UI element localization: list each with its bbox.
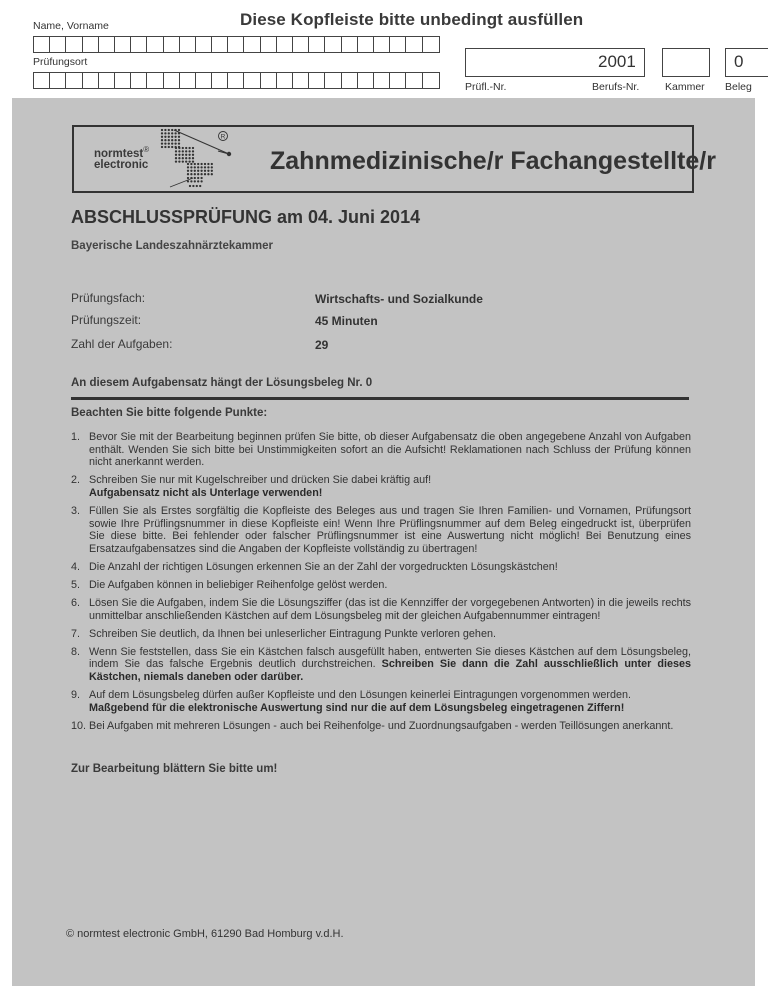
- name-cell[interactable]: [50, 37, 66, 52]
- logo-dot: [161, 146, 163, 148]
- place-cell[interactable]: [164, 73, 180, 88]
- name-cell[interactable]: [390, 37, 406, 52]
- info-value-duration: 45 Minuten: [315, 314, 378, 328]
- name-cell[interactable]: [244, 37, 260, 52]
- logo-dot: [164, 139, 166, 141]
- place-cell[interactable]: [115, 73, 131, 88]
- logo-dot: [168, 139, 170, 141]
- logo-dot: [197, 170, 199, 172]
- logo-dot: [187, 163, 189, 165]
- place-label: Prüfungsort: [33, 56, 88, 68]
- instruction-body: Die Aufgaben können in beliebiger Reihenfolge gelöst werden.: [89, 578, 388, 591]
- name-cell[interactable]: [406, 37, 422, 52]
- name-cell[interactable]: [99, 37, 115, 52]
- logo-dot: [185, 157, 187, 159]
- logo-dot: [175, 160, 177, 162]
- instruction-emphasis: Maßgebend für die elektronische Auswertung sind nur die auf dem Lösungsbeleg eingetragenen Ziffern!: [89, 701, 625, 714]
- logo-dot: [192, 147, 194, 149]
- place-cell[interactable]: [83, 73, 99, 88]
- instruction-number: 9.: [71, 689, 81, 702]
- logo-dot: [211, 166, 213, 168]
- logo-dot: [185, 147, 187, 149]
- name-cell[interactable]: [358, 37, 374, 52]
- place-cell[interactable]: [261, 73, 277, 88]
- logo-dot: [194, 177, 196, 179]
- logo-dot: [174, 132, 176, 134]
- logo-dot: [190, 173, 192, 175]
- place-cell[interactable]: [99, 73, 115, 88]
- chamber-name: Bayerische Landeszahnärztekammer: [71, 240, 273, 252]
- place-cell[interactable]: [309, 73, 325, 88]
- logo-dot: [188, 147, 190, 149]
- instruction-item: [71, 505, 691, 555]
- logo-dot: [194, 170, 196, 172]
- place-cell[interactable]: [325, 73, 341, 88]
- logo-dot: [189, 185, 191, 187]
- place-input-cells[interactable]: [33, 72, 440, 89]
- logo-dot: [197, 173, 199, 175]
- instruction-body: Schreiben Sie deutlich, da Ihnen bei unleserlicher Eintragung Punkte verloren gehen.: [89, 627, 496, 640]
- logo-dot: [164, 136, 166, 138]
- logo-dot: [182, 154, 184, 156]
- name-cell[interactable]: [293, 37, 309, 52]
- name-cell[interactable]: [131, 37, 147, 52]
- instruction-body: Schreiben Sie nur mit Kugelschreiber und drücken Sie dabei kräftig auf!: [89, 474, 432, 487]
- logo-dot: [207, 163, 209, 165]
- logo-dot: [192, 154, 194, 156]
- exam-number-label: Prüfl.-Nr.: [465, 81, 507, 93]
- instruction-text: [89, 474, 691, 499]
- place-cell[interactable]: [342, 73, 358, 88]
- instruction-number: 3.: [71, 504, 81, 517]
- logo-dot: [190, 163, 192, 165]
- logo-dot: [168, 142, 170, 144]
- instruction-text: [89, 689, 691, 714]
- instruction-number: 8.: [71, 645, 81, 658]
- logo-dot: [175, 150, 177, 152]
- name-label: Name, Vorname: [33, 20, 109, 32]
- logo-text-line2: electronic: [94, 159, 149, 171]
- logo-dot: [161, 136, 163, 138]
- logo-dot: [178, 160, 180, 162]
- instruction-body: Die Anzahl der richtigen Lösungen erkennen Sie an der Zahl der vorgedruckten Lösungskästchen!: [89, 560, 558, 573]
- logo-dot: [188, 160, 190, 162]
- logo-dot: [178, 154, 180, 156]
- logo-dot: [164, 129, 166, 131]
- logo-dot: [200, 173, 202, 175]
- logo-dot: [211, 163, 213, 165]
- instruction-number: 1.: [71, 431, 81, 443]
- name-cell[interactable]: [228, 37, 244, 52]
- logo-dot: [182, 157, 184, 159]
- info-label-subject: Prüfungsfach:: [71, 291, 146, 305]
- logo-text-line1: normtest®: [94, 145, 150, 160]
- logo-dot: [187, 177, 189, 179]
- normtest-logo-icon: [160, 128, 235, 190]
- logo-dot: [164, 142, 166, 144]
- instruction-item: [71, 431, 691, 469]
- turn-page-note: Zur Bearbeitung blättern Sie bitte um!: [71, 763, 278, 775]
- logo-dot: [207, 173, 209, 175]
- logo-dot: [185, 160, 187, 162]
- logo-dot: [192, 157, 194, 159]
- instruction-number: 10.: [71, 719, 87, 732]
- logo-dot: [188, 157, 190, 159]
- logo-dot: [197, 180, 199, 182]
- instruction-item: [71, 689, 691, 714]
- place-cell[interactable]: [374, 73, 390, 88]
- divider: [71, 397, 689, 400]
- logo-dot: [194, 180, 196, 182]
- header-title: Diese Kopfleiste bitte unbedingt ausfüllen: [240, 10, 584, 29]
- logo-dot: [171, 132, 173, 134]
- logo-dot: [168, 146, 170, 148]
- place-cell[interactable]: [180, 73, 196, 88]
- instruction-item: [71, 597, 691, 622]
- name-cell[interactable]: [342, 37, 358, 52]
- name-cell[interactable]: [423, 37, 439, 52]
- name-cell[interactable]: [66, 37, 82, 52]
- logo-dot: [200, 170, 202, 172]
- logo-dot: [187, 170, 189, 172]
- instruction-text: [89, 628, 691, 641]
- logo-dot: [187, 173, 189, 175]
- place-cell[interactable]: [277, 73, 293, 88]
- chamber-field[interactable]: [662, 48, 710, 77]
- name-cell[interactable]: [180, 37, 196, 52]
- logo-dot: [175, 157, 177, 159]
- logo-dot: [200, 163, 202, 165]
- logo-dot: [194, 166, 196, 168]
- instruction-text: [89, 720, 691, 733]
- place-cell[interactable]: [358, 73, 374, 88]
- logo-dot: [207, 166, 209, 168]
- logo-dot: [207, 170, 209, 172]
- instruction-text: [89, 505, 691, 555]
- logo-dot: [204, 163, 206, 165]
- profession-number-value: 2001: [598, 52, 636, 71]
- instruction-number: 4.: [71, 560, 81, 573]
- logo-dot: [175, 147, 177, 149]
- logo-dot: [188, 154, 190, 156]
- logo-dot: [161, 132, 163, 134]
- place-cell[interactable]: [66, 73, 82, 88]
- instruction-body: Bevor Sie mit der Bearbeitung beginnen prüfen Sie bitte, ob dieser Aufgabensatz die oben angegebene Anzahl von Aufgaben enthält. Wenden Sie sich bitte bei Unstimmigkeiten sofort an die Aufsicht! Reklamationen nach Schluss der Prüfung können nicht anerkannt werden.: [89, 431, 691, 469]
- logo-dot: [161, 139, 163, 141]
- logo-dot: [200, 166, 202, 168]
- logo-dot: [204, 166, 206, 168]
- logo-dot: [194, 173, 196, 175]
- logo-dot: [200, 177, 202, 179]
- logo-dot: [197, 166, 199, 168]
- instruction-body: Bei Aufgaben mit mehreren Lösungen - auch bei Reihenfolge- und Zuordnungsaufgaben - werden Teillösungen anerkannt.: [89, 719, 674, 732]
- logo-dot: [178, 139, 180, 141]
- place-cell[interactable]: [406, 73, 422, 88]
- logo-dot: [171, 142, 173, 144]
- logo-dot: [178, 147, 180, 149]
- logo-dot: [211, 173, 213, 175]
- logo-dot: [174, 139, 176, 141]
- instruction-item: [71, 628, 691, 641]
- sheet-label: Beleg: [725, 81, 752, 93]
- name-cell[interactable]: [34, 37, 50, 52]
- logo-dot: [200, 180, 202, 182]
- logo-dot: [164, 132, 166, 134]
- instruction-emphasis: Schreiben Sie dann die Zahl ausschließlich unter dieses Kästchen, niemals daneben oder darüber.: [89, 658, 691, 683]
- instructions-heading: Beachten Sie bitte folgende Punkte:: [71, 407, 268, 419]
- instruction-number: 2.: [71, 474, 81, 487]
- logo-dot: [168, 132, 170, 134]
- logo-dot: [197, 177, 199, 179]
- logo-dot: [182, 160, 184, 162]
- logo-dot: [178, 150, 180, 152]
- place-cell[interactable]: [147, 73, 163, 88]
- logo-dot: [161, 129, 163, 131]
- info-value-task-count: 29: [315, 338, 329, 352]
- svg-text:R: R: [220, 133, 226, 141]
- place-cell[interactable]: [212, 73, 228, 88]
- logo-dot: [196, 185, 198, 187]
- instruction-item: [71, 474, 691, 499]
- instruction-body: Füllen Sie als Erstes sorgfältig die Kopfleiste des Beleges aus und tragen Sie Ihren Familien- und Vornamen, Prüfungsort sowie Ihre Prüflingsnummer in diese Kopfleiste ein! Wenn Ihre Prüflingsnummer auf dem Beleg eingedruckt ist, überprüfen Sie diese bitte. Bei fehlender oder falscher Prüflingsnummer ist eine Auswertung nicht möglich! Bei Benutzung eines Ersatzaufgabensatzes sind die Angaben der Kopfleiste vollständig zu übertragen!: [89, 504, 691, 555]
- logo-dot: [171, 139, 173, 141]
- instruction-body: Lösen Sie die Aufgaben, indem Sie die Lösungsziffer (das ist die Kennziffer der vorgegebenen Antworten) in die jeweils rechts unmittelbar anschließenden Kästchen auf dem Lösungsbeleg mit der gleichen Aufgabennummer eintragen!: [89, 597, 691, 622]
- logo-dot: [211, 170, 213, 172]
- copyright: © normtest electronic GmbH, 61290 Bad Homburg v.d.H.: [66, 928, 344, 940]
- name-cell[interactable]: [147, 37, 163, 52]
- name-cell[interactable]: [261, 37, 277, 52]
- logo-dot: [194, 163, 196, 165]
- place-cell[interactable]: [228, 73, 244, 88]
- instruction-number: 7.: [71, 627, 81, 640]
- logo-dot: [190, 180, 192, 182]
- place-cell[interactable]: [244, 73, 260, 88]
- instructions-list: [71, 431, 691, 738]
- chamber-label: Kammer: [665, 81, 705, 93]
- instruction-number: 5.: [71, 578, 81, 591]
- logo-dot: [175, 154, 177, 156]
- logo-dot: [178, 136, 180, 138]
- logo-dot: [204, 173, 206, 175]
- info-label-task-count: Zahl der Aufgaben:: [71, 337, 173, 351]
- logo-dot: [168, 136, 170, 138]
- logo-dot: [171, 136, 173, 138]
- name-cell[interactable]: [325, 37, 341, 52]
- name-input-cells[interactable]: [33, 36, 440, 53]
- place-cell[interactable]: [423, 73, 439, 88]
- attached-answer-sheet-note: An diesem Aufgabensatz hängt der Lösungsbeleg Nr. 0: [71, 377, 373, 389]
- profession-title: Zahnmedizinische/r Fachangestellte/r: [270, 147, 716, 175]
- logo-dot: [190, 170, 192, 172]
- logo-dot: [185, 150, 187, 152]
- instruction-item: [71, 646, 691, 684]
- info-value-subject: Wirtschafts- und Sozialkunde: [315, 292, 483, 306]
- place-cell[interactable]: [196, 73, 212, 88]
- logo-dot: [178, 129, 180, 131]
- place-cell[interactable]: [50, 73, 66, 88]
- instruction-body: Wenn Sie feststellen, dass Sie ein Kästchen falsch ausgefüllt haben, entwerten Sie dieses Kästchen auf dem Lösungsbeleg, indem Sie das falsche Ergebnis deutlich durchstreichen.: [89, 645, 691, 671]
- logo-dot: [182, 147, 184, 149]
- logo-dot: [199, 185, 201, 187]
- instruction-item: [71, 720, 691, 733]
- exam-title: ABSCHLUSSPRÜFUNG am 04. Juni 2014: [71, 207, 421, 227]
- instruction-number: 6.: [71, 597, 81, 610]
- logo-dot: [174, 142, 176, 144]
- logo-dot: [188, 150, 190, 152]
- place-cell[interactable]: [390, 73, 406, 88]
- logo-dot: [182, 150, 184, 152]
- place-cell[interactable]: [34, 73, 50, 88]
- instruction-item: [71, 561, 691, 574]
- logo-dot: [192, 150, 194, 152]
- logo-dot: [185, 154, 187, 156]
- name-cell[interactable]: [83, 37, 99, 52]
- name-cell[interactable]: [277, 37, 293, 52]
- instruction-text: [89, 561, 691, 574]
- place-cell[interactable]: [131, 73, 147, 88]
- profession-number-label: Berufs-Nr.: [592, 81, 640, 93]
- logo-dot: [161, 142, 163, 144]
- logo-dot: [178, 157, 180, 159]
- name-cell[interactable]: [115, 37, 131, 52]
- logo-dot: [178, 142, 180, 144]
- logo-dot: [187, 166, 189, 168]
- name-cell[interactable]: [374, 37, 390, 52]
- logo-dot: [171, 129, 173, 131]
- instruction-text: [89, 597, 691, 622]
- name-cell[interactable]: [309, 37, 325, 52]
- instruction-emphasis: Aufgabensatz nicht als Unterlage verwenden!: [89, 486, 323, 499]
- logo-dot: [197, 163, 199, 165]
- name-cell[interactable]: [164, 37, 180, 52]
- logo-dot: [174, 136, 176, 138]
- place-cell[interactable]: [293, 73, 309, 88]
- logo-dot: [168, 129, 170, 131]
- instruction-text: [89, 431, 691, 469]
- sheet-value: 0: [734, 52, 744, 71]
- instruction-text: [89, 579, 691, 592]
- name-cell[interactable]: [212, 37, 228, 52]
- logo-dot: [190, 166, 192, 168]
- logo-dot: [204, 170, 206, 172]
- instruction-body: Auf dem Lösungsbeleg dürfen außer Kopfleiste und den Lösungen keinerlei Eintragungen vorgenommen werden.: [89, 689, 632, 702]
- instruction-item: [71, 579, 691, 592]
- logo-dot: [192, 185, 194, 187]
- logo-dot: [192, 160, 194, 162]
- sheet-field[interactable]: [725, 48, 768, 77]
- info-label-duration: Prüfungszeit:: [71, 313, 142, 327]
- logo-dot: [164, 146, 166, 148]
- instruction-text: [89, 646, 691, 684]
- logo-dot: [171, 146, 173, 148]
- name-cell[interactable]: [196, 37, 212, 52]
